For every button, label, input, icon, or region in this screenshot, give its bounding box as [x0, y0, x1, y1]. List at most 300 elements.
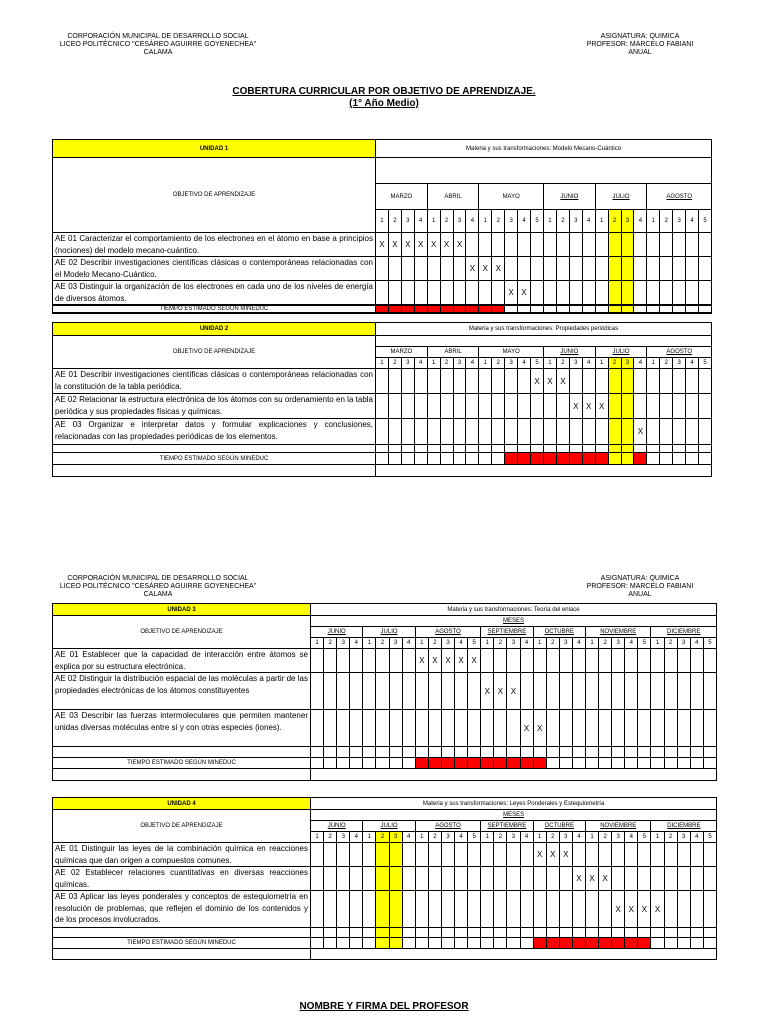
week-mark: X — [634, 419, 647, 445]
week-cell — [492, 281, 505, 305]
month-header: JULIO — [363, 821, 415, 832]
week-cell — [677, 673, 690, 710]
week-cell — [401, 445, 414, 453]
week-cell — [585, 649, 598, 673]
estimated-time-cell — [505, 453, 518, 465]
week-cell — [401, 281, 414, 305]
week-mark: X — [479, 257, 492, 281]
week-cell — [337, 649, 350, 673]
blank-cell — [376, 336, 712, 347]
week-cell — [440, 445, 453, 453]
week-cell — [673, 394, 686, 419]
week-cell — [441, 867, 454, 891]
estimated-time-cell — [494, 758, 507, 769]
week-mark: X — [401, 233, 414, 257]
estimated-time-cell — [533, 938, 546, 949]
estimated-time-cell — [440, 306, 453, 313]
week-cell — [572, 649, 585, 673]
week-cell — [311, 891, 324, 928]
week-cell — [533, 747, 546, 758]
week-cell — [625, 649, 638, 673]
week-cell — [401, 419, 414, 445]
week-cell — [582, 233, 595, 257]
week-cell — [389, 891, 402, 928]
week-cell — [703, 867, 716, 891]
week-cell — [466, 394, 479, 419]
objective-header: OBJETIVO DE APRENDIZAJE — [53, 158, 376, 233]
week-cell — [507, 928, 520, 938]
week-number: 4 — [686, 210, 699, 233]
week-cell — [518, 419, 531, 445]
week-number: 3 — [677, 832, 690, 843]
week-cell — [621, 453, 634, 465]
week-cell — [466, 233, 479, 257]
week-cell — [599, 843, 612, 867]
week-cell — [455, 928, 468, 938]
week-cell — [531, 445, 544, 453]
week-cell — [507, 747, 520, 758]
week-cell — [569, 419, 582, 445]
week-number: 3 — [337, 832, 350, 843]
week-cell — [402, 649, 415, 673]
week-cell — [686, 369, 699, 394]
week-cell — [415, 710, 428, 747]
week-cell — [492, 453, 505, 465]
week-cell — [638, 867, 651, 891]
week-cell — [468, 747, 481, 758]
week-cell — [414, 257, 427, 281]
blank-cell — [376, 158, 712, 184]
week-cell — [363, 843, 376, 867]
week-cell — [559, 928, 572, 938]
week-cell — [572, 758, 585, 769]
estimated-time-cell — [479, 306, 492, 313]
week-number: 3 — [401, 210, 414, 233]
week-cell — [427, 394, 440, 419]
week-cell — [533, 928, 546, 938]
learning-objective: AE 01 Distinguir las leyes de la combinación química en reacciones químicas que dan origen a compuestos comunes. — [53, 843, 311, 867]
blank-cell — [53, 928, 311, 938]
week-cell — [401, 257, 414, 281]
week-cell — [337, 710, 350, 747]
week-cell — [311, 710, 324, 747]
month-header: JUNIO — [311, 821, 363, 832]
week-cell — [324, 843, 337, 867]
unit-label: UNIDAD 1 — [53, 140, 376, 158]
week-cell — [531, 419, 544, 445]
teacher-signature-label: NOMBRE Y FIRMA DEL PROFESOR — [299, 1001, 469, 1012]
week-cell — [415, 673, 428, 710]
objective-header: OBJETIVO DE APRENDIZAJE — [53, 616, 311, 649]
week-cell — [455, 710, 468, 747]
week-cell — [363, 710, 376, 747]
week-cell — [363, 867, 376, 891]
week-cell — [337, 843, 350, 867]
week-mark: X — [625, 891, 638, 928]
week-number: 4 — [582, 358, 595, 369]
week-cell — [415, 843, 428, 867]
month-header: AGOSTO — [415, 627, 480, 638]
month-header: ABRIL — [427, 347, 479, 358]
week-cell — [481, 710, 494, 747]
week-number: 1 — [543, 358, 556, 369]
week-cell — [533, 867, 546, 891]
week-number: 2 — [324, 832, 337, 843]
week-cell — [608, 233, 621, 257]
week-cell — [389, 928, 402, 938]
week-cell — [468, 843, 481, 867]
week-number: 2 — [660, 210, 673, 233]
week-cell — [376, 281, 389, 305]
week-mark: X — [494, 673, 507, 710]
week-cell — [699, 257, 712, 281]
week-cell — [479, 419, 492, 445]
week-number: 5 — [638, 638, 651, 649]
week-cell — [647, 281, 660, 305]
week-number: 1 — [595, 358, 608, 369]
week-cell — [543, 281, 556, 305]
week-cell — [660, 281, 673, 305]
week-number: 4 — [520, 832, 533, 843]
week-number: 1 — [427, 358, 440, 369]
week-number: 2 — [556, 210, 569, 233]
week-number: 1 — [585, 638, 598, 649]
week-cell — [518, 369, 531, 394]
week-mark: X — [533, 843, 546, 867]
week-cell — [664, 673, 677, 710]
week-number: 2 — [376, 638, 389, 649]
week-number: 2 — [494, 638, 507, 649]
week-cell — [546, 928, 559, 938]
week-cell — [608, 445, 621, 453]
month-header: DICIEMBRE — [651, 627, 717, 638]
week-cell — [337, 938, 350, 949]
week-cell — [582, 369, 595, 394]
week-cell — [376, 419, 389, 445]
week-number: 4 — [414, 358, 427, 369]
week-number: 1 — [647, 358, 660, 369]
week-cell — [494, 928, 507, 938]
learning-objective: AE 03 Distinguir la organización de los electrones en cada uno de los niveles de energía de diversos átomos. — [53, 281, 376, 305]
week-cell — [466, 419, 479, 445]
week-cell — [494, 867, 507, 891]
week-number: 4 — [690, 638, 703, 649]
estimated-time-cell — [492, 306, 505, 313]
week-cell — [595, 233, 608, 257]
week-cell — [612, 710, 625, 747]
week-cell — [453, 257, 466, 281]
week-number: 3 — [507, 832, 520, 843]
week-cell — [690, 758, 703, 769]
unit-subject-title: Materia y sus transformaciones: Teoría del enlace — [311, 604, 717, 616]
estimated-time-cell — [634, 453, 647, 465]
week-cell — [559, 758, 572, 769]
week-cell — [440, 419, 453, 445]
estimated-time-cell — [546, 938, 559, 949]
week-cell — [468, 710, 481, 747]
week-cell — [441, 891, 454, 928]
month-header: MARZO — [376, 184, 428, 210]
week-cell — [569, 281, 582, 305]
week-cell — [647, 419, 660, 445]
week-cell — [402, 758, 415, 769]
week-number: 3 — [505, 210, 518, 233]
unit-1-table — [52, 139, 711, 314]
week-number: 5 — [699, 210, 712, 233]
week-cell — [350, 673, 363, 710]
week-cell — [677, 843, 690, 867]
header-left-line: CORPORACIÓN MUNICIPAL DE DESARROLLO SOCIAL — [67, 575, 249, 582]
week-cell — [402, 928, 415, 938]
header-right-line: PROFESOR: MARCELO FABIANI — [586, 583, 694, 590]
week-cell — [703, 938, 716, 949]
month-header: OCTUBRE — [533, 627, 585, 638]
week-cell — [324, 891, 337, 928]
week-cell — [505, 445, 518, 453]
week-cell — [428, 928, 441, 938]
estimated-time-cell — [582, 453, 595, 465]
week-number: 1 — [585, 832, 598, 843]
week-cell — [466, 281, 479, 305]
week-cell — [638, 747, 651, 758]
estimated-time-cell — [533, 758, 546, 769]
week-cell — [673, 419, 686, 445]
week-cell — [505, 233, 518, 257]
week-cell — [455, 673, 468, 710]
week-number: 2 — [664, 638, 677, 649]
week-cell — [599, 747, 612, 758]
week-cell — [376, 369, 389, 394]
week-mark: X — [376, 233, 389, 257]
blank-cell — [53, 769, 311, 781]
institution-header-left — [58, 33, 258, 57]
week-mark: X — [453, 233, 466, 257]
header-left-line: CALAMA — [143, 591, 173, 598]
week-mark: X — [582, 394, 595, 419]
blank-cell — [53, 465, 376, 477]
week-cell — [363, 747, 376, 758]
week-cell — [546, 710, 559, 747]
week-cell — [621, 306, 634, 313]
learning-objective: AE 03 Aplicar las leyes ponderales y conceptos de estequiometría en resolución de problemas, que reflejen el dominio de los contenidos y de los procesos involucrados. — [53, 891, 311, 928]
week-cell — [324, 938, 337, 949]
week-cell — [703, 843, 716, 867]
week-cell — [376, 257, 389, 281]
week-cell — [690, 843, 703, 867]
week-cell — [324, 747, 337, 758]
months-header: MESES — [311, 616, 717, 627]
estimated-time-cell — [507, 758, 520, 769]
week-cell — [647, 306, 660, 313]
week-cell — [556, 281, 569, 305]
week-cell — [481, 891, 494, 928]
week-cell — [608, 257, 621, 281]
week-cell — [427, 419, 440, 445]
week-cell — [572, 710, 585, 747]
week-mark: X — [595, 394, 608, 419]
week-cell — [569, 257, 582, 281]
header-left-line: CORPORACIÓN MUNICIPAL DE DESARROLLO SOCIAL — [67, 33, 249, 40]
week-number: 3 — [621, 210, 634, 233]
week-number: 4 — [414, 210, 427, 233]
week-cell — [440, 281, 453, 305]
week-cell — [466, 369, 479, 394]
week-number: 4 — [350, 638, 363, 649]
week-cell — [699, 281, 712, 305]
week-cell — [585, 891, 598, 928]
blank-cell — [376, 313, 712, 314]
week-cell — [479, 394, 492, 419]
week-cell — [363, 938, 376, 949]
learning-objective: AE 03 Organizar e interpretar datos y formular explicaciones y conclusiones, relacionadas con las propiedades periódicas de los elementos. — [53, 419, 376, 445]
week-cell — [401, 394, 414, 419]
week-cell — [337, 891, 350, 928]
week-cell — [543, 233, 556, 257]
week-number: 2 — [440, 210, 453, 233]
week-cell — [427, 257, 440, 281]
week-number: 1 — [376, 358, 389, 369]
subject-header-right-2 — [560, 575, 720, 599]
week-cell — [388, 369, 401, 394]
week-cell — [703, 758, 716, 769]
week-cell — [440, 453, 453, 465]
estimated-time-cell — [572, 938, 585, 949]
week-number: 4 — [455, 832, 468, 843]
week-cell — [468, 891, 481, 928]
week-cell — [402, 710, 415, 747]
week-cell — [428, 710, 441, 747]
week-mark: X — [427, 233, 440, 257]
week-number: 4 — [518, 210, 531, 233]
unit-3-table — [52, 603, 716, 781]
week-cell — [647, 257, 660, 281]
week-cell — [492, 394, 505, 419]
week-number: 1 — [427, 210, 440, 233]
week-cell — [533, 673, 546, 710]
week-cell — [376, 843, 389, 867]
week-cell — [324, 649, 337, 673]
week-cell — [505, 257, 518, 281]
week-mark: X — [441, 649, 454, 673]
week-cell — [492, 419, 505, 445]
week-number: 2 — [546, 638, 559, 649]
week-cell — [703, 673, 716, 710]
week-cell — [350, 843, 363, 867]
estimated-time-cell — [468, 758, 481, 769]
estimated-time-cell — [415, 758, 428, 769]
week-number: 2 — [388, 358, 401, 369]
week-cell — [582, 281, 595, 305]
week-number: 5 — [699, 358, 712, 369]
week-cell — [703, 710, 716, 747]
week-cell — [507, 843, 520, 867]
week-cell — [660, 233, 673, 257]
week-cell — [677, 938, 690, 949]
week-cell — [414, 281, 427, 305]
week-number: 2 — [428, 638, 441, 649]
week-cell — [402, 891, 415, 928]
week-cell — [415, 747, 428, 758]
week-number: 1 — [481, 638, 494, 649]
week-cell — [699, 394, 712, 419]
week-cell — [621, 369, 634, 394]
week-cell — [634, 394, 647, 419]
week-number: 4 — [350, 832, 363, 843]
week-cell — [559, 649, 572, 673]
week-cell — [585, 928, 598, 938]
week-cell — [559, 891, 572, 928]
week-cell — [415, 867, 428, 891]
week-cell — [543, 257, 556, 281]
week-cell — [677, 710, 690, 747]
months-header: MESES — [311, 810, 717, 821]
week-number: 3 — [677, 638, 690, 649]
week-cell — [531, 257, 544, 281]
week-cell — [455, 843, 468, 867]
week-cell — [428, 938, 441, 949]
week-cell — [507, 649, 520, 673]
estimated-time-cell — [376, 306, 389, 313]
week-cell — [440, 257, 453, 281]
week-cell — [612, 747, 625, 758]
header-right-line: ANUAL — [628, 49, 652, 56]
learning-objective: AE 01 Describir investigaciones científicas clásicas o contemporáneas relacionadas con la constitución de la tabla periódica. — [53, 369, 376, 394]
week-cell — [455, 867, 468, 891]
week-number: 1 — [479, 210, 492, 233]
week-cell — [507, 938, 520, 949]
week-cell — [686, 257, 699, 281]
learning-objective: AE 02 Describir investigaciones científicas clásicas o contemporáneas relacionadas con el Modelo Mecano-Cuántico. — [53, 257, 376, 281]
week-cell — [677, 747, 690, 758]
week-number: 4 — [466, 358, 479, 369]
week-cell — [556, 306, 569, 313]
week-cell — [556, 419, 569, 445]
week-cell — [388, 394, 401, 419]
estimated-time-label: TIEMPO ESTIMADO SEGÚN MINEDUC — [53, 938, 311, 949]
week-cell — [481, 843, 494, 867]
week-number: 1 — [415, 832, 428, 843]
week-cell — [494, 710, 507, 747]
unit-label: UNIDAD 2 — [53, 323, 376, 336]
week-cell — [376, 891, 389, 928]
week-mark: X — [599, 867, 612, 891]
week-cell — [415, 938, 428, 949]
week-cell — [546, 758, 559, 769]
week-mark: X — [546, 843, 559, 867]
week-cell — [621, 445, 634, 453]
month-header: AGOSTO — [415, 821, 480, 832]
estimated-time-cell — [556, 453, 569, 465]
week-cell — [690, 928, 703, 938]
estimated-time-label: TIEMPO ESTIMADO SEGÚN MINEDUC — [53, 453, 376, 465]
week-cell — [311, 747, 324, 758]
week-cell — [402, 938, 415, 949]
week-cell — [311, 758, 324, 769]
unit-subject-title: Materia y sus transformaciones: Propiedades periódicas — [376, 323, 712, 336]
week-cell — [664, 938, 677, 949]
week-number: 3 — [673, 210, 686, 233]
header-left-line: CALAMA — [143, 49, 173, 56]
week-cell — [612, 843, 625, 867]
week-cell — [559, 673, 572, 710]
week-cell — [428, 867, 441, 891]
week-cell — [402, 867, 415, 891]
estimated-time-cell — [428, 758, 441, 769]
week-number: 4 — [466, 210, 479, 233]
week-mark: X — [414, 233, 427, 257]
week-cell — [376, 710, 389, 747]
week-cell — [660, 453, 673, 465]
